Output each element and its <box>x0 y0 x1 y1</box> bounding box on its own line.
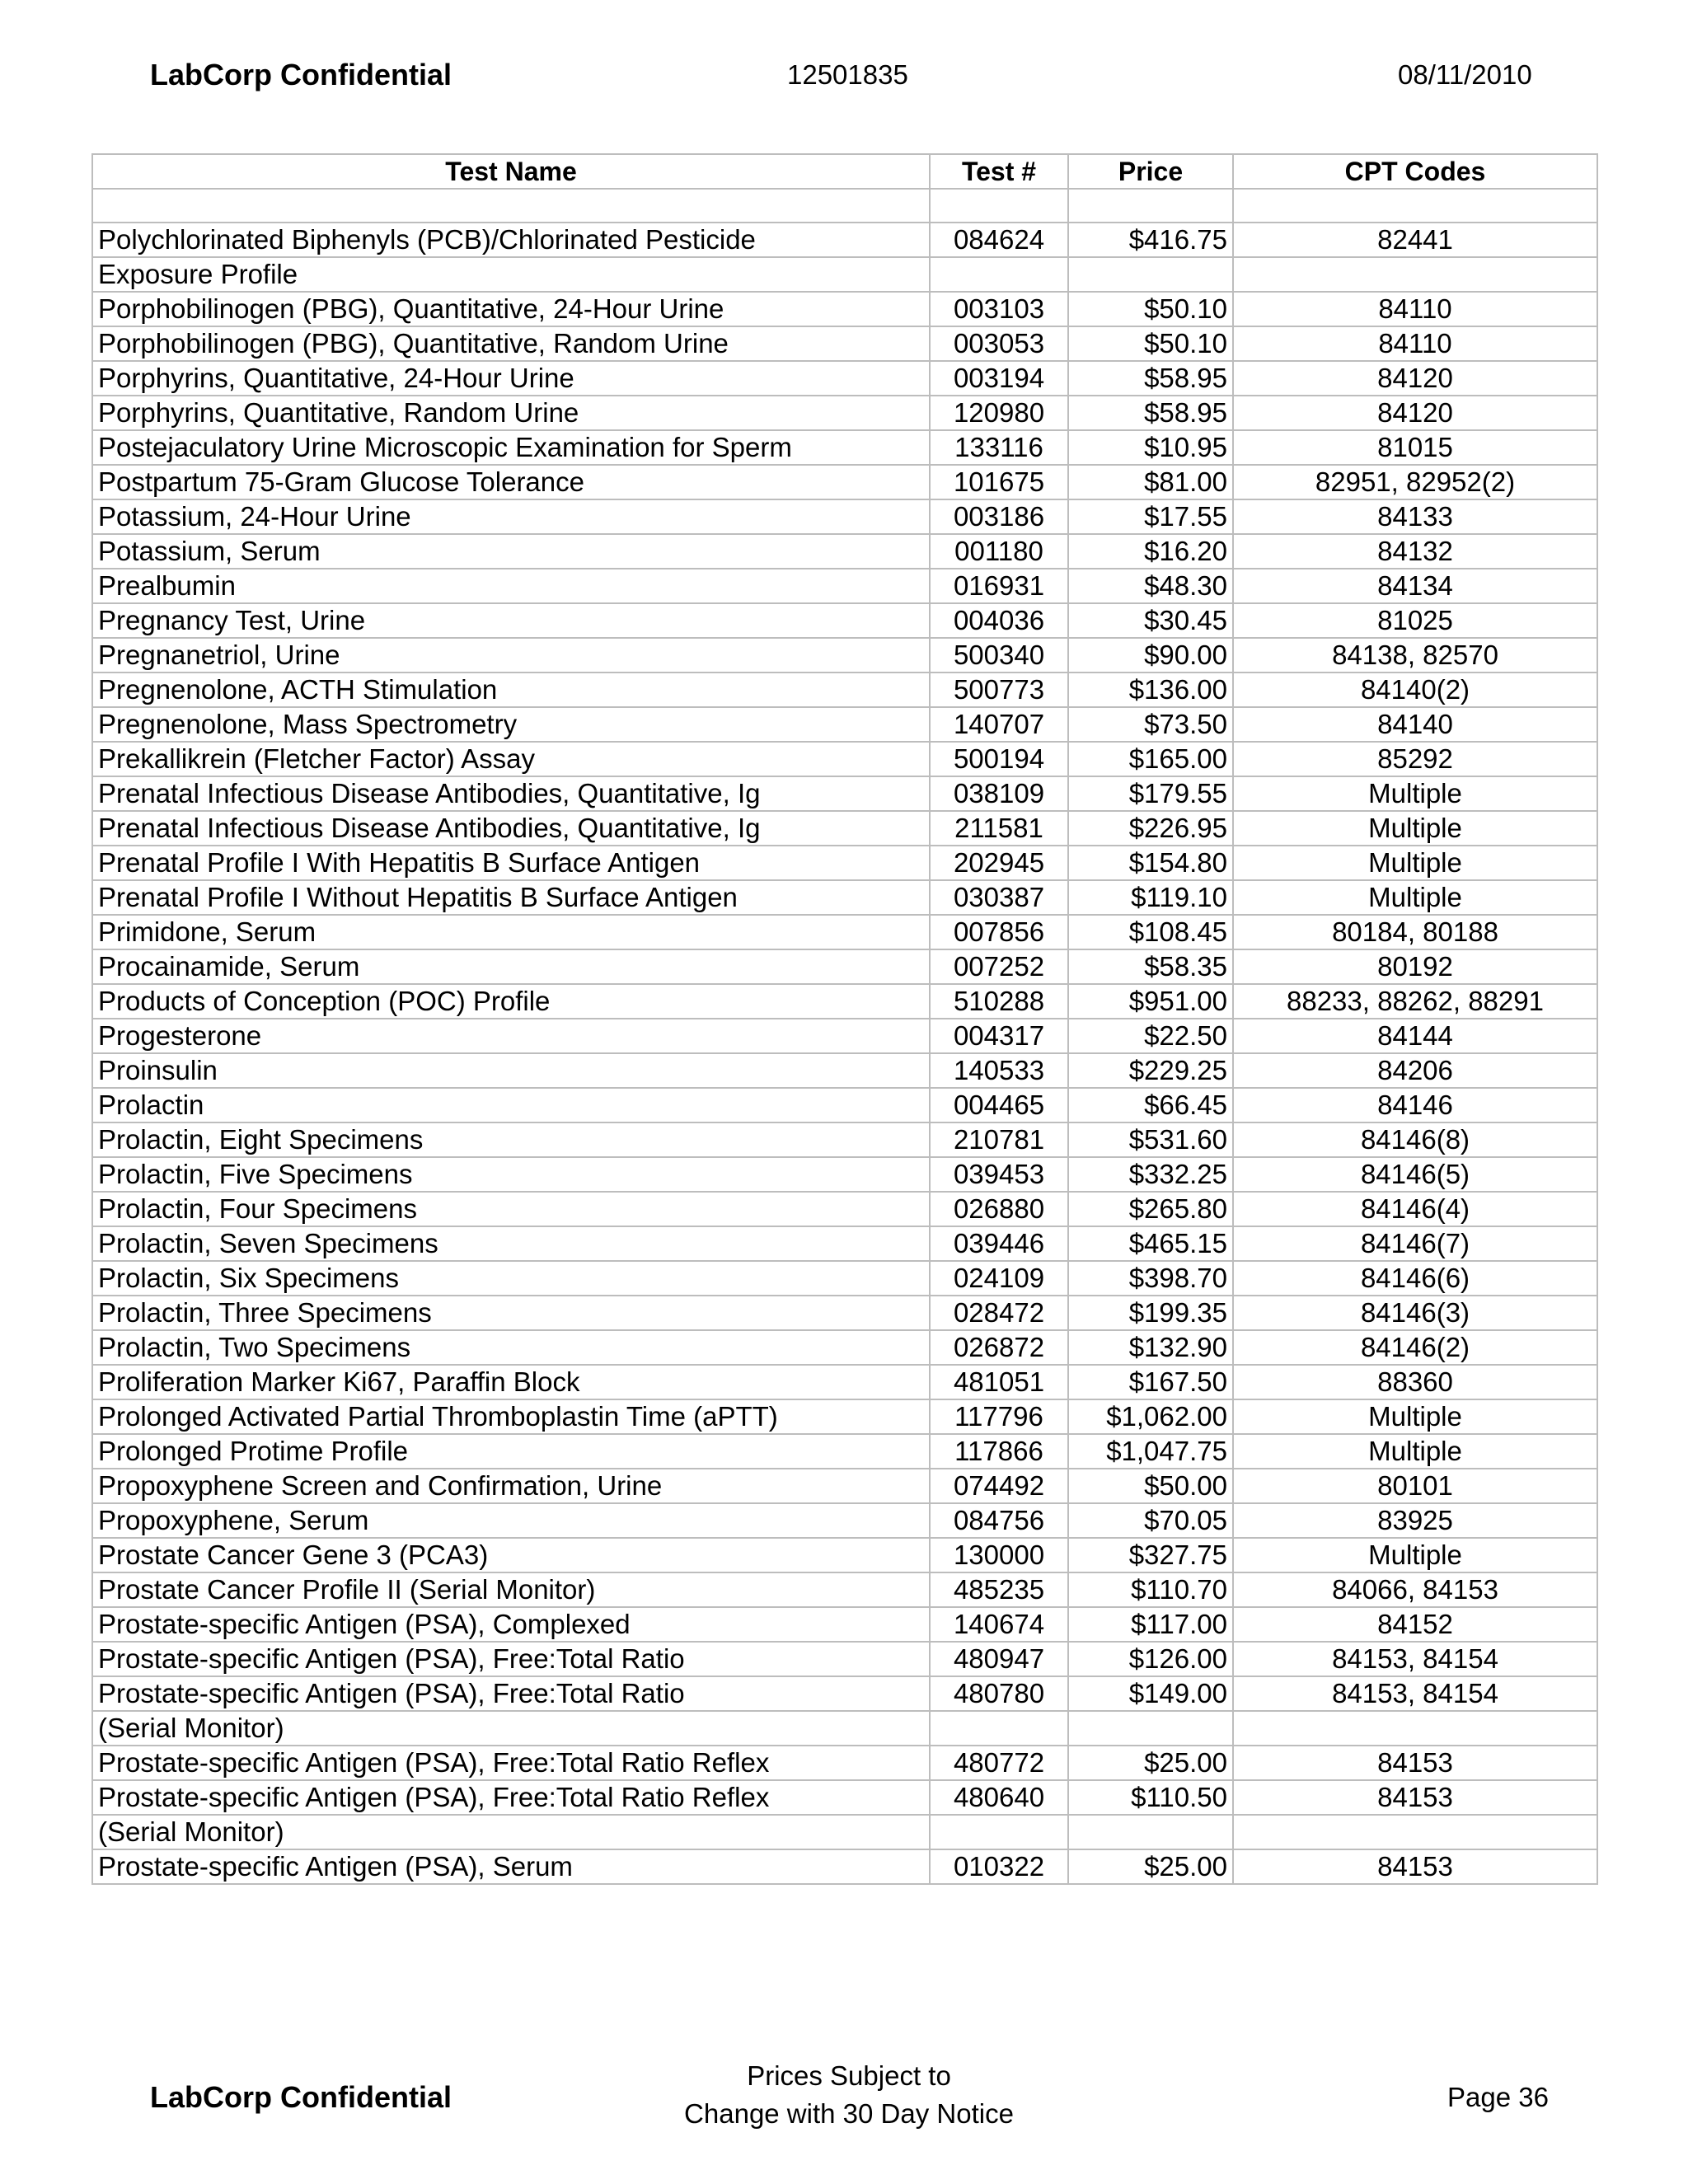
cell-cpt-codes: 81015 <box>1233 430 1597 465</box>
table-row <box>92 1780 1597 1815</box>
cell-test-name: (Serial Monitor) <box>92 1711 930 1746</box>
cell-test-number: 485235 <box>930 1572 1068 1607</box>
cell-cpt-codes: 84110 <box>1233 326 1597 361</box>
cell-price: $229.25 <box>1068 1053 1233 1088</box>
cell-test-name: Proliferation Marker Ki67, Paraffin Block <box>92 1365 930 1399</box>
cell-cpt-codes: 84134 <box>1233 569 1597 603</box>
cell-test-number: 026872 <box>930 1330 1068 1365</box>
cell-price: $132.90 <box>1068 1330 1233 1365</box>
cell-test-number: 101675 <box>930 465 1068 499</box>
cell-test-name: Prostate-specific Antigen (PSA), Serum <box>92 1849 930 1884</box>
table-row <box>92 1572 1597 1607</box>
cell-cpt-codes: 84146(7) <box>1233 1226 1597 1261</box>
cell-price: $110.70 <box>1068 1572 1233 1607</box>
cell-test-number: 202945 <box>930 846 1068 880</box>
cell-test-number: 030387 <box>930 880 1068 915</box>
cell-price: $465.15 <box>1068 1226 1233 1261</box>
cell-test-name: Prolactin, Four Specimens <box>92 1192 930 1226</box>
cell-price: $126.00 <box>1068 1642 1233 1676</box>
cell-price: $17.55 <box>1068 499 1233 534</box>
table-row <box>92 1330 1597 1365</box>
cell-test-name: Procainamide, Serum <box>92 949 930 984</box>
cell-price: $108.45 <box>1068 915 1233 949</box>
table-row <box>92 326 1597 361</box>
table-row <box>92 1226 1597 1261</box>
cell-price: $66.45 <box>1068 1088 1233 1122</box>
cell-cpt-codes: Multiple <box>1233 846 1597 880</box>
cell-test-number: 001180 <box>930 534 1068 569</box>
cell-test-name: Prolactin, Two Specimens <box>92 1330 930 1365</box>
cell-price: $73.50 <box>1068 707 1233 742</box>
footer-notice-line-1: Prices Subject to <box>747 2060 951 2091</box>
cell-cpt-codes: 84146(2) <box>1233 1330 1597 1365</box>
table-row <box>92 1538 1597 1572</box>
cell-test-number: 140533 <box>930 1053 1068 1088</box>
cell-cpt-codes: 84144 <box>1233 1019 1597 1053</box>
cell-cpt-codes: 84140 <box>1233 707 1597 742</box>
cell-price: $1,062.00 <box>1068 1399 1233 1434</box>
cell-test-number: 140674 <box>930 1607 1068 1642</box>
cell-cpt-codes: 84132 <box>1233 534 1597 569</box>
cell-price: $332.25 <box>1068 1157 1233 1192</box>
cell-price: $58.35 <box>1068 949 1233 984</box>
cell-price: $90.00 <box>1068 638 1233 673</box>
table-row <box>92 811 1597 846</box>
cell-test-name: Prolactin, Three Specimens <box>92 1296 930 1330</box>
cell-price: $1,047.75 <box>1068 1434 1233 1469</box>
column-header-test-name: Test Name <box>92 154 930 189</box>
table-row <box>92 1053 1597 1088</box>
table-row <box>92 430 1597 465</box>
cell-test-name: Potassium, Serum <box>92 534 930 569</box>
cell-price: $81.00 <box>1068 465 1233 499</box>
cell-test-name: Pregnenolone, Mass Spectrometry <box>92 707 930 742</box>
cell-cpt-codes: 82951, 82952(2) <box>1233 465 1597 499</box>
table-row <box>92 1746 1597 1780</box>
cell-test-name: Prolactin, Eight Specimens <box>92 1122 930 1157</box>
cell-test-number: 038109 <box>930 776 1068 811</box>
cell-test-number: 140707 <box>930 707 1068 742</box>
cell-price: $327.75 <box>1068 1538 1233 1572</box>
cell-cpt-codes: 84153, 84154 <box>1233 1676 1597 1711</box>
table-row <box>92 673 1597 707</box>
cell-cpt-codes <box>1233 1711 1597 1746</box>
cell-test-number: 004036 <box>930 603 1068 638</box>
cell-cpt-codes: 84146(6) <box>1233 1261 1597 1296</box>
cell-test-number: 130000 <box>930 1538 1068 1572</box>
table-row <box>92 534 1597 569</box>
cell-cpt-codes: 84206 <box>1233 1053 1597 1088</box>
cell-test-number: 010322 <box>930 1849 1068 1884</box>
cell-test-name: Primidone, Serum <box>92 915 930 949</box>
column-header-test-number: Test # <box>930 154 1068 189</box>
cell-test-name: Prolactin <box>92 1088 930 1122</box>
table-row <box>92 915 1597 949</box>
cell-test-name: Prostate Cancer Profile II (Serial Monitor) <box>92 1572 930 1607</box>
cell-price: $58.95 <box>1068 361 1233 396</box>
table-row <box>92 189 1597 223</box>
cell-cpt-codes <box>1233 257 1597 292</box>
cell-price: $58.95 <box>1068 396 1233 430</box>
cell-test-name: Prostate-specific Antigen (PSA), Complexed <box>92 1607 930 1642</box>
cell-price: $149.00 <box>1068 1676 1233 1711</box>
cell-cpt-codes: 84066, 84153 <box>1233 1572 1597 1607</box>
table-row <box>92 1503 1597 1538</box>
cell-cpt-codes: 84152 <box>1233 1607 1597 1642</box>
cell-test-name: Prostate Cancer Gene 3 (PCA3) <box>92 1538 930 1572</box>
cell-test-name: Prostate-specific Antigen (PSA), Free:Total Ratio Reflex <box>92 1780 930 1815</box>
table-row <box>92 742 1597 776</box>
cell-test-name: Prostate-specific Antigen (PSA), Free:Total Ratio Reflex <box>92 1746 930 1780</box>
cell-cpt-codes: 84153 <box>1233 1780 1597 1815</box>
table-row <box>92 361 1597 396</box>
cell-test-number: 210781 <box>930 1122 1068 1157</box>
cell-price: $265.80 <box>1068 1192 1233 1226</box>
header-date: 08/11/2010 <box>1398 59 1532 90</box>
cell-test-number: 074492 <box>930 1469 1068 1503</box>
cell-test-number: 003186 <box>930 499 1068 534</box>
cell-price: $10.95 <box>1068 430 1233 465</box>
table-row <box>92 984 1597 1019</box>
cell-test-number: 028472 <box>930 1296 1068 1330</box>
cell-price: $48.30 <box>1068 569 1233 603</box>
cell-cpt-codes: 84146 <box>1233 1088 1597 1122</box>
cell-test-number: 500194 <box>930 742 1068 776</box>
cell-test-name: Porphyrins, Quantitative, Random Urine <box>92 396 930 430</box>
cell-cpt-codes: 84110 <box>1233 292 1597 326</box>
cell-cpt-codes: 80184, 80188 <box>1233 915 1597 949</box>
table-row <box>92 1642 1597 1676</box>
cell-test-name: Prenatal Infectious Disease Antibodies, Quantitative, Ig <box>92 811 930 846</box>
cell-test-number: 117796 <box>930 1399 1068 1434</box>
table-row <box>92 396 1597 430</box>
cell-cpt-codes: 84146(3) <box>1233 1296 1597 1330</box>
cell-cpt-codes: 84120 <box>1233 361 1597 396</box>
cell-cpt-codes: 84153 <box>1233 1849 1597 1884</box>
cell-price: $30.45 <box>1068 603 1233 638</box>
table-row <box>92 707 1597 742</box>
cell-cpt-codes: 80101 <box>1233 1469 1597 1503</box>
price-table <box>91 153 1598 1885</box>
table-row <box>92 1122 1597 1157</box>
cell-price <box>1068 1711 1233 1746</box>
cell-test-number: 003053 <box>930 326 1068 361</box>
footer-company: LabCorp Confidential <box>150 2080 452 2114</box>
cell-test-name: Proinsulin <box>92 1053 930 1088</box>
cell-test-number: 007856 <box>930 915 1068 949</box>
cell-test-number: 480640 <box>930 1780 1068 1815</box>
cell-test-name: Polychlorinated Biphenyls (PCB)/Chlorinated Pesticide <box>92 223 930 257</box>
cell-test-number: 024109 <box>930 1261 1068 1296</box>
cell-test-number: 133116 <box>930 430 1068 465</box>
cell-test-number: 510288 <box>930 984 1068 1019</box>
cell-cpt-codes: Multiple <box>1233 1434 1597 1469</box>
table-row <box>92 1088 1597 1122</box>
cell-test-name: Porphyrins, Quantitative, 24-Hour Urine <box>92 361 930 396</box>
cell-test-name: Propoxyphene Screen and Confirmation, Urine <box>92 1469 930 1503</box>
table-row <box>92 1815 1597 1849</box>
cell-cpt-codes: 84120 <box>1233 396 1597 430</box>
table-row <box>92 603 1597 638</box>
cell-cpt-codes: Multiple <box>1233 1399 1597 1434</box>
cell-cpt-codes: 85292 <box>1233 742 1597 776</box>
header-company: LabCorp Confidential <box>150 58 452 91</box>
cell-cpt-codes: 84138, 82570 <box>1233 638 1597 673</box>
cell-test-number: 026880 <box>930 1192 1068 1226</box>
cell-test-name: Prolactin, Six Specimens <box>92 1261 930 1296</box>
cell-cpt-codes: Multiple <box>1233 1538 1597 1572</box>
cell-price: $167.50 <box>1068 1365 1233 1399</box>
cell-price <box>1068 189 1233 223</box>
header-document-number: 12501835 <box>787 59 908 90</box>
cell-test-name: Pregnenolone, ACTH Stimulation <box>92 673 930 707</box>
cell-test-name <box>92 189 930 223</box>
cell-cpt-codes: Multiple <box>1233 776 1597 811</box>
cell-test-name: Prolonged Activated Partial Thromboplastin Time (aPTT) <box>92 1399 930 1434</box>
cell-test-number: 004465 <box>930 1088 1068 1122</box>
cell-test-name: Progesterone <box>92 1019 930 1053</box>
cell-cpt-codes: 88360 <box>1233 1365 1597 1399</box>
table-row <box>92 1192 1597 1226</box>
cell-test-name: Prekallikrein (Fletcher Factor) Assay <box>92 742 930 776</box>
cell-price: $50.00 <box>1068 1469 1233 1503</box>
cell-cpt-codes: 88233, 88262, 88291 <box>1233 984 1597 1019</box>
cell-cpt-codes: Multiple <box>1233 880 1597 915</box>
cell-test-name: Prenatal Profile I With Hepatitis B Surface Antigen <box>92 846 930 880</box>
page-number: Page 36 <box>1447 2082 1549 2112</box>
cell-test-name: Prostate-specific Antigen (PSA), Free:Total Ratio <box>92 1642 930 1676</box>
cell-cpt-codes <box>1233 189 1597 223</box>
cell-test-name: Prolactin, Seven Specimens <box>92 1226 930 1261</box>
table-row <box>92 1019 1597 1053</box>
cell-cpt-codes: 81025 <box>1233 603 1597 638</box>
cell-test-number <box>930 189 1068 223</box>
cell-cpt-codes: 82441 <box>1233 223 1597 257</box>
table-row <box>92 1261 1597 1296</box>
table-header-row <box>92 154 1597 189</box>
cell-price: $117.00 <box>1068 1607 1233 1642</box>
table-row <box>92 1607 1597 1642</box>
cell-test-number: 003194 <box>930 361 1068 396</box>
cell-price: $25.00 <box>1068 1849 1233 1884</box>
table-body <box>92 189 1597 1884</box>
cell-cpt-codes: 84140(2) <box>1233 673 1597 707</box>
cell-test-number: 117866 <box>930 1434 1068 1469</box>
cell-price: $951.00 <box>1068 984 1233 1019</box>
cell-test-name: Prostate-specific Antigen (PSA), Free:Total Ratio <box>92 1676 930 1711</box>
cell-test-number: 084624 <box>930 223 1068 257</box>
cell-test-number <box>930 257 1068 292</box>
table-row <box>92 949 1597 984</box>
cell-price: $199.35 <box>1068 1296 1233 1330</box>
table-row <box>92 1296 1597 1330</box>
cell-test-name: Porphobilinogen (PBG), Quantitative, Random Urine <box>92 326 930 361</box>
table-row <box>92 569 1597 603</box>
cell-test-number: 039446 <box>930 1226 1068 1261</box>
cell-test-number: 480947 <box>930 1642 1068 1676</box>
cell-price: $110.50 <box>1068 1780 1233 1815</box>
cell-test-name: Prenatal Profile I Without Hepatitis B Surface Antigen <box>92 880 930 915</box>
cell-price: $179.55 <box>1068 776 1233 811</box>
table-row <box>92 1711 1597 1746</box>
cell-test-number: 004317 <box>930 1019 1068 1053</box>
table-row <box>92 257 1597 292</box>
cell-price: $398.70 <box>1068 1261 1233 1296</box>
cell-test-name: Porphobilinogen (PBG), Quantitative, 24-Hour Urine <box>92 292 930 326</box>
cell-price: $119.10 <box>1068 880 1233 915</box>
table-row <box>92 223 1597 257</box>
cell-test-number: 016931 <box>930 569 1068 603</box>
cell-cpt-codes: 84146(8) <box>1233 1122 1597 1157</box>
cell-price <box>1068 1815 1233 1849</box>
cell-test-name: Propoxyphene, Serum <box>92 1503 930 1538</box>
column-header-cpt-codes: CPT Codes <box>1233 154 1597 189</box>
table-row <box>92 1676 1597 1711</box>
footer-notice-line-2: Change with 30 Day Notice <box>684 2098 1014 2129</box>
table-row <box>92 776 1597 811</box>
cell-test-number: 481051 <box>930 1365 1068 1399</box>
cell-price: $70.05 <box>1068 1503 1233 1538</box>
table-row <box>92 638 1597 673</box>
cell-test-number: 120980 <box>930 396 1068 430</box>
cell-cpt-codes: 80192 <box>1233 949 1597 984</box>
cell-test-number: 084756 <box>930 1503 1068 1538</box>
cell-price: $25.00 <box>1068 1746 1233 1780</box>
cell-price: $16.20 <box>1068 534 1233 569</box>
cell-cpt-codes: 83925 <box>1233 1503 1597 1538</box>
cell-test-number: 211581 <box>930 811 1068 846</box>
cell-test-name: Products of Conception (POC) Profile <box>92 984 930 1019</box>
cell-price: $50.10 <box>1068 326 1233 361</box>
cell-test-number: 007252 <box>930 949 1068 984</box>
table-row <box>92 1399 1597 1434</box>
cell-test-number: 480772 <box>930 1746 1068 1780</box>
cell-test-number <box>930 1711 1068 1746</box>
cell-price <box>1068 257 1233 292</box>
footer-notice <box>676 2057 1022 2133</box>
table-row <box>92 292 1597 326</box>
cell-test-name: Pregnanetriol, Urine <box>92 638 930 673</box>
page-header <box>0 58 1688 99</box>
cell-test-number: 003103 <box>930 292 1068 326</box>
cell-price: $136.00 <box>1068 673 1233 707</box>
cell-test-name: Potassium, 24-Hour Urine <box>92 499 930 534</box>
cell-cpt-codes: Multiple <box>1233 811 1597 846</box>
table-row <box>92 1849 1597 1884</box>
cell-test-number: 039453 <box>930 1157 1068 1192</box>
cell-cpt-codes: 84146(4) <box>1233 1192 1597 1226</box>
cell-price: $531.60 <box>1068 1122 1233 1157</box>
cell-cpt-codes: 84153 <box>1233 1746 1597 1780</box>
table-row <box>92 1469 1597 1503</box>
cell-cpt-codes: 84153, 84154 <box>1233 1642 1597 1676</box>
table-row <box>92 880 1597 915</box>
column-header-price: Price <box>1068 154 1233 189</box>
cell-test-name: Postejaculatory Urine Microscopic Examination for Sperm <box>92 430 930 465</box>
cell-test-name: Prenatal Infectious Disease Antibodies, Quantitative, Ig <box>92 776 930 811</box>
cell-test-name: Postpartum 75-Gram Glucose Tolerance <box>92 465 930 499</box>
cell-test-number: 500340 <box>930 638 1068 673</box>
cell-test-name: (Serial Monitor) <box>92 1815 930 1849</box>
cell-cpt-codes: 84133 <box>1233 499 1597 534</box>
table-row <box>92 846 1597 880</box>
cell-cpt-codes: 84146(5) <box>1233 1157 1597 1192</box>
cell-test-number: 480780 <box>930 1676 1068 1711</box>
cell-test-name: Prolonged Protime Profile <box>92 1434 930 1469</box>
cell-price: $22.50 <box>1068 1019 1233 1053</box>
cell-price: $416.75 <box>1068 223 1233 257</box>
table-row <box>92 1434 1597 1469</box>
cell-test-name: Prolactin, Five Specimens <box>92 1157 930 1192</box>
cell-test-name: Exposure Profile <box>92 257 930 292</box>
cell-price: $226.95 <box>1068 811 1233 846</box>
cell-price: $165.00 <box>1068 742 1233 776</box>
cell-price: $154.80 <box>1068 846 1233 880</box>
cell-test-number <box>930 1815 1068 1849</box>
cell-test-name: Pregnancy Test, Urine <box>92 603 930 638</box>
table-row <box>92 1365 1597 1399</box>
table-row <box>92 1157 1597 1192</box>
table-row <box>92 499 1597 534</box>
cell-test-number: 500773 <box>930 673 1068 707</box>
cell-price: $50.10 <box>1068 292 1233 326</box>
table-row <box>92 465 1597 499</box>
cell-test-name: Prealbumin <box>92 569 930 603</box>
cell-cpt-codes <box>1233 1815 1597 1849</box>
